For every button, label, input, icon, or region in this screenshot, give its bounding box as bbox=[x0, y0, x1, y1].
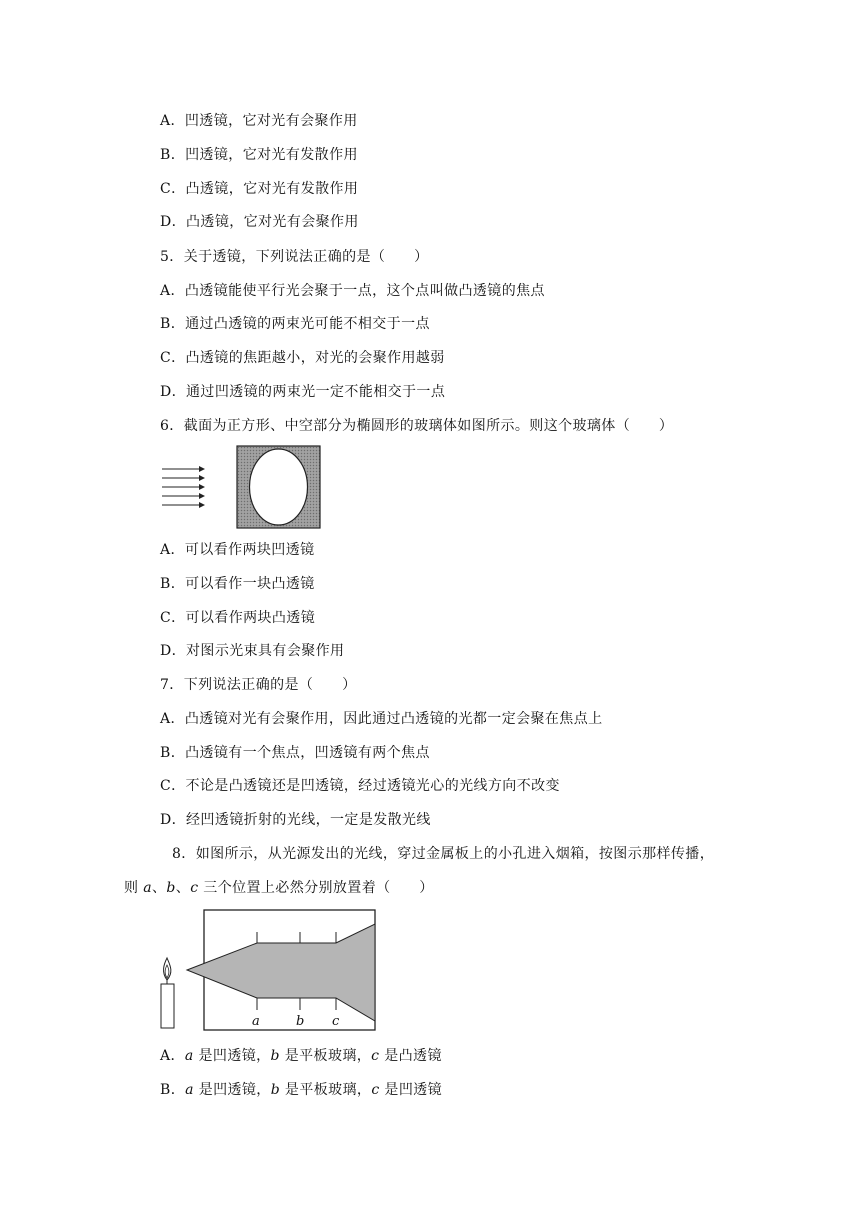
label-c: c bbox=[332, 1014, 340, 1029]
q6-option-a: A．可以看作两块凹透镜 bbox=[160, 542, 315, 558]
q7-option-b: B．凸透镜有一个焦点，凹透镜有两个焦点 bbox=[160, 745, 430, 761]
q5-option-c: C．凸透镜的焦距越小，对光的会聚作用越弱 bbox=[160, 350, 445, 366]
label-b: b bbox=[296, 1014, 305, 1029]
q6-option-d: D．对图示光束具有会聚作用 bbox=[160, 643, 345, 659]
q7-option-c: C．不论是凸透镜还是凹透镜，经过透镜光心的光线方向不改变 bbox=[160, 778, 560, 794]
q8-option-a: A．a 是凹透镜，b 是平板玻璃，c 是凸透镜 bbox=[160, 1048, 442, 1064]
candle-light-source bbox=[161, 958, 174, 1028]
q6-stem: 6．截面为正方形、中空部分为椭圆形的玻璃体如图所示。则这个玻璃体（ ） bbox=[160, 418, 674, 434]
q7-option-a: A．凸透镜对光有会聚作用，因此通过凸透镜的光都一定会聚在焦点上 bbox=[160, 711, 603, 727]
q6-option-c: C．可以看作两块凸透镜 bbox=[160, 610, 316, 626]
q5-option-b: B．通过凸透镜的两束光可能不相交于一点 bbox=[160, 316, 430, 332]
q6-option-b: B．可以看作一块凸透镜 bbox=[160, 576, 315, 592]
q7-option-d: D．经凹透镜折射的光线，一定是发散光线 bbox=[160, 812, 431, 828]
q8-smoke-box-figure bbox=[155, 908, 380, 1034]
q8-option-b: B．a 是凹透镜，b 是平板玻璃，c 是凹透镜 bbox=[160, 1082, 443, 1098]
q4-option-b: B．凹透镜，它对光有发散作用 bbox=[160, 147, 358, 163]
q7-stem: 7．下列说法正确的是（ ） bbox=[160, 677, 357, 693]
q5-stem: 5．关于透镜，下列说法正确的是（ ） bbox=[160, 249, 429, 265]
q8-stem-line-1: 8．如图所示，从光源发出的光线，穿过金属板上的小孔进入烟箱，按图示那样传播， bbox=[172, 846, 715, 862]
light-beam-path bbox=[187, 924, 375, 1021]
q4-option-a: A．凹透镜，它对光有会聚作用 bbox=[160, 113, 358, 129]
q4-option-c: C．凸透镜，它对光有发散作用 bbox=[160, 181, 359, 197]
q5-option-a: A．凸透镜能使平行光会聚于一点，这个点叫做凸透镜的焦点 bbox=[160, 283, 545, 299]
q4-option-d: D．凸透镜，它对光有会聚作用 bbox=[160, 214, 359, 230]
label-a: a bbox=[252, 1014, 260, 1029]
elliptical-hollow bbox=[250, 449, 308, 525]
q6-glass-block-figure bbox=[160, 444, 326, 530]
q8-stem-line-2: 则 a、b、c 三个位置上必然分别放置着（ ） bbox=[124, 880, 434, 896]
parallel-light-rays bbox=[162, 469, 204, 505]
q5-option-d: D．通过凹透镜的两束光一定不能相交于一点 bbox=[160, 384, 446, 400]
